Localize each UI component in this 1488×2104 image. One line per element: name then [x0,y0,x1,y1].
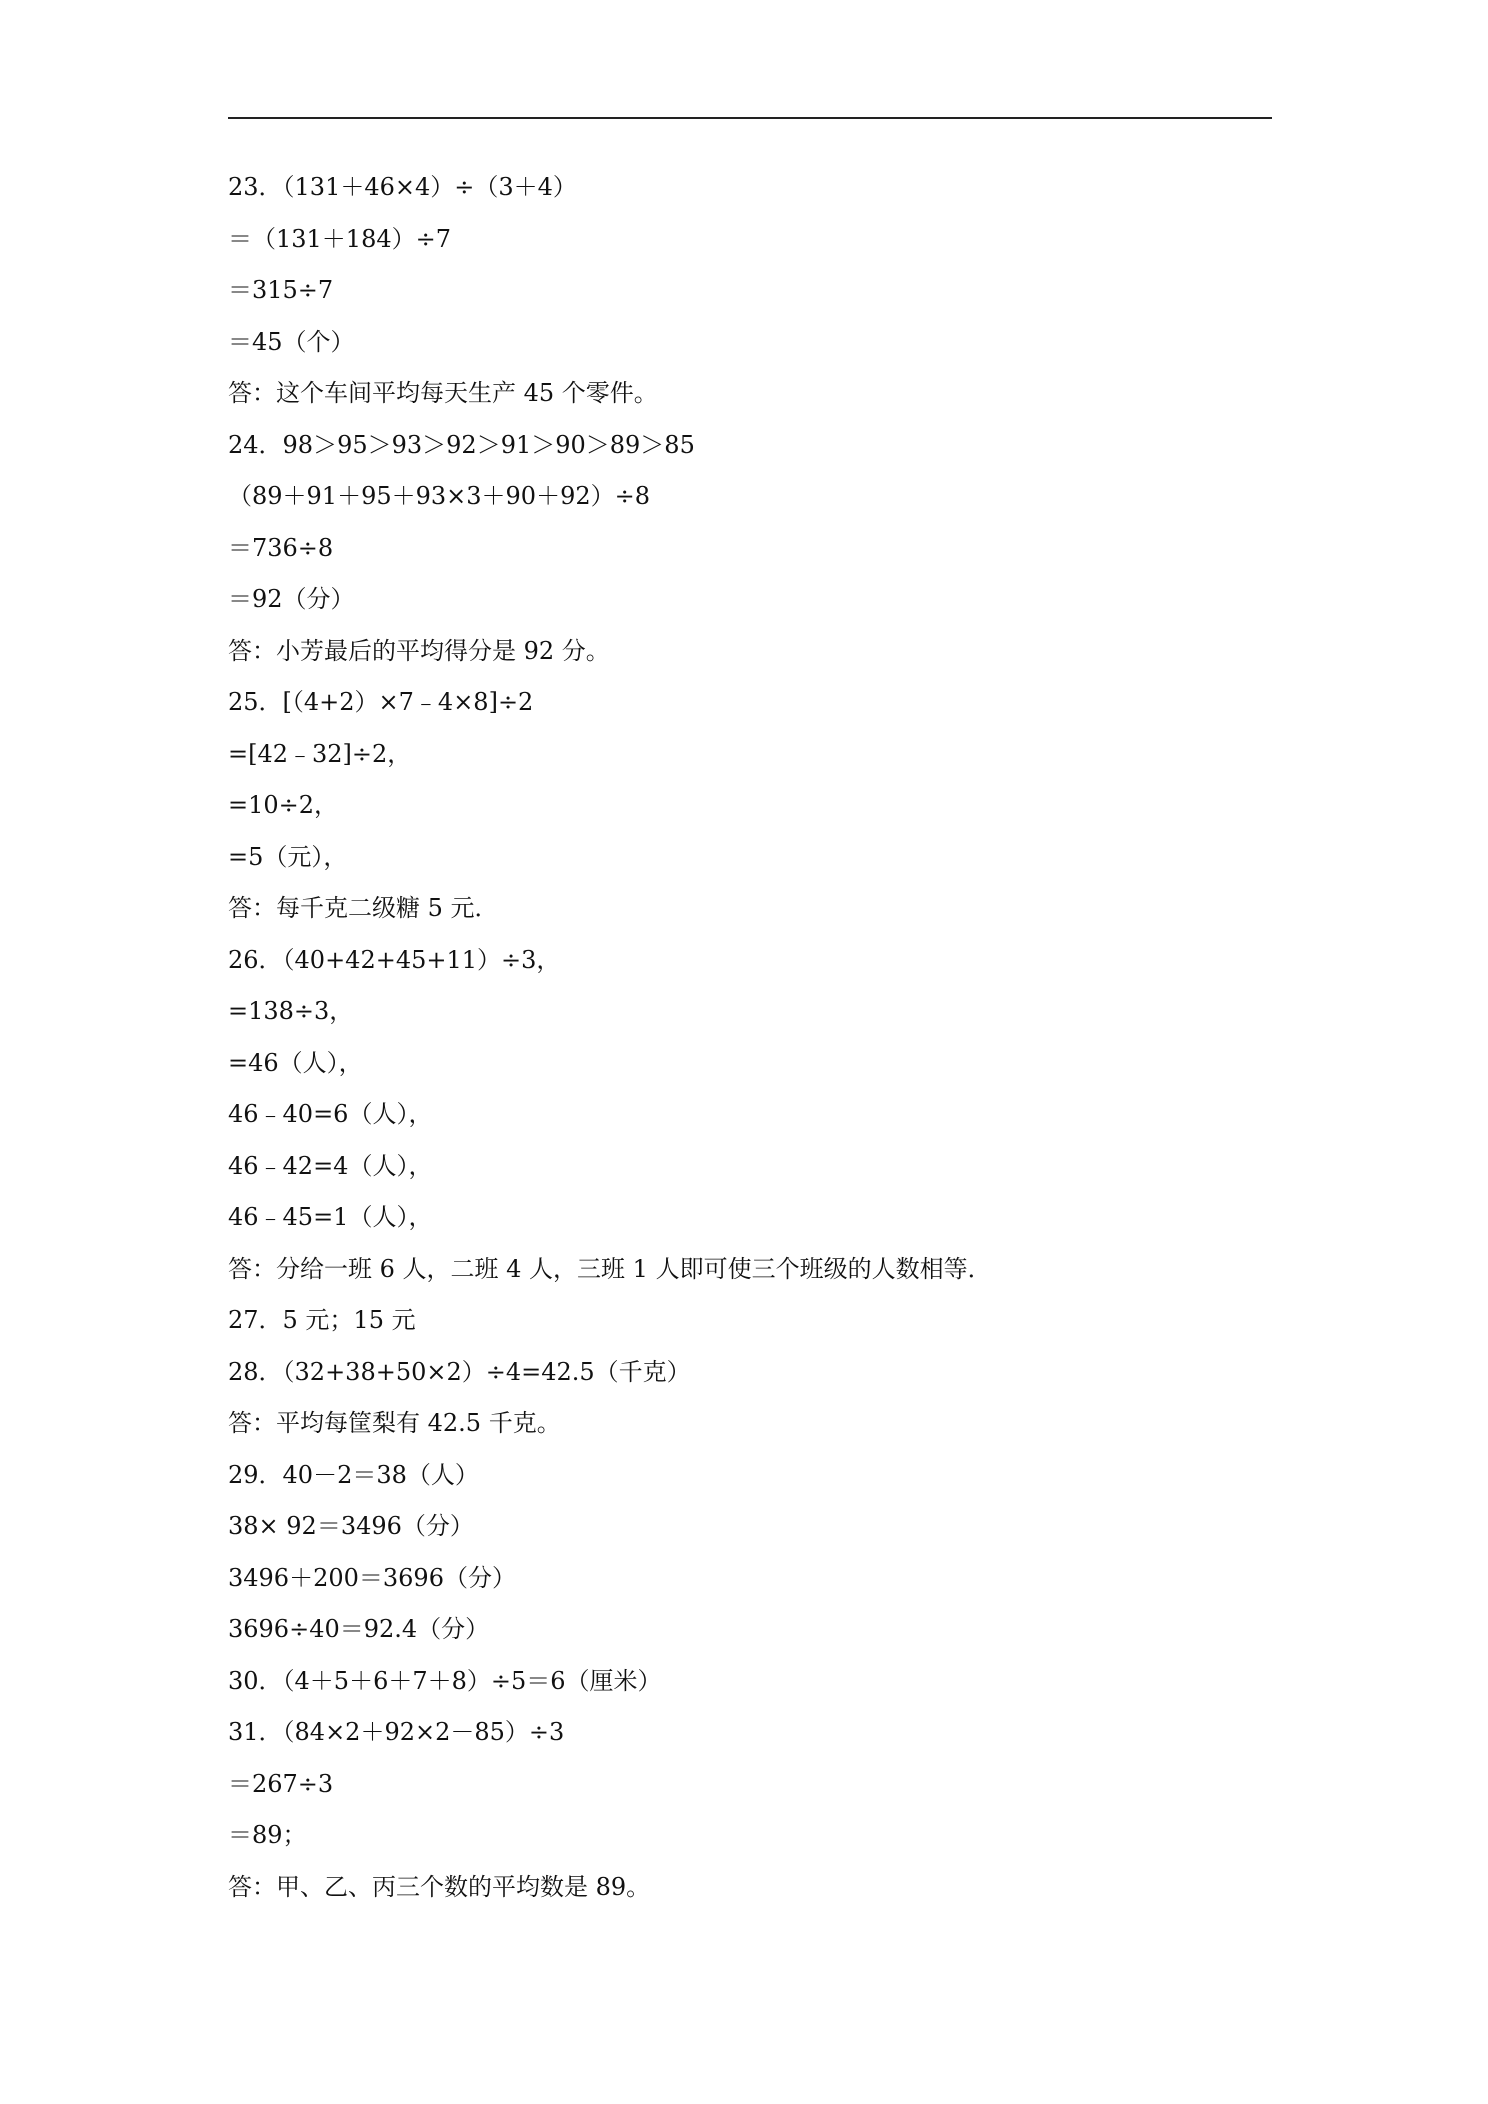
text-line: 26．（40+42+45+11）÷3， [228,945,561,974]
text-line: 23．（131＋46×4）÷（3＋4） [228,173,577,201]
text-line: 46﹣40=6（人）， [228,1100,433,1128]
text-line: 答：平均每筐梨有 42.5 千克。 [228,1409,561,1437]
text-line: =[42﹣32]÷2， [228,739,412,768]
text-line: 38× 92＝3496（分） [228,1512,474,1540]
text-line: =5（元）， [228,842,348,871]
text-line: 答：这个车间平均每天生产 45 个零件。 [228,379,658,407]
text-line: 答：小芳最后的平均得分是 92 分。 [228,636,610,665]
text-line: =46（人）， [228,1048,363,1077]
text-line: 46﹣42=4（人）， [228,1151,433,1180]
text-line: 答：分给一班 6 人，二班 4 人，三班 1 人即可使三个班级的人数相等． [228,1254,992,1283]
text-line: ＝92（分） [228,585,355,613]
text-line: 24．98＞95＞93＞92＞91＞90＞89＞85 [228,430,695,459]
text-line: =138÷3， [228,997,354,1025]
text-line: 46﹣45=1（人）， [228,1203,433,1231]
text-line: ＝（131＋184）÷7 [228,224,451,253]
text-line: 25．[（4+2）×7﹣4×8]÷2 [228,688,534,716]
text-line: 3496＋200＝3696（分） [228,1563,516,1592]
header-rule [228,117,1272,119]
text-line: 29．40－2＝38（人） [228,1460,479,1489]
text-line: 27．5 元；15 元 [228,1306,416,1334]
text-line: 3696÷40＝92.4（分） [228,1615,490,1643]
text-line: 28．（32+38+50×2）÷4=42.5（千克） [228,1357,691,1386]
answer-body [228,172,1268,1923]
text-line: 答：甲、乙、丙三个数的平均数是 89。 [228,1872,651,1901]
text-line: =10÷2， [228,791,339,819]
text-line: ＝315÷7 [228,276,334,304]
text-line: ＝45（个） [228,327,355,356]
text-line: 答：每千克二级糖 5 元． [228,894,499,922]
text-line: ＝736÷8 [228,533,334,562]
text-line: ＝89； [228,1821,307,1849]
text-line: ＝267÷3 [228,1769,334,1798]
text-line: 31．（84×2＋92×2－85）÷3 [228,1718,565,1746]
text-line: 30．（4＋5＋6＋7＋8）÷5＝6（厘米） [228,1666,662,1695]
text-line: （89＋91＋95＋93×3＋90＋92）÷8 [228,482,650,510]
